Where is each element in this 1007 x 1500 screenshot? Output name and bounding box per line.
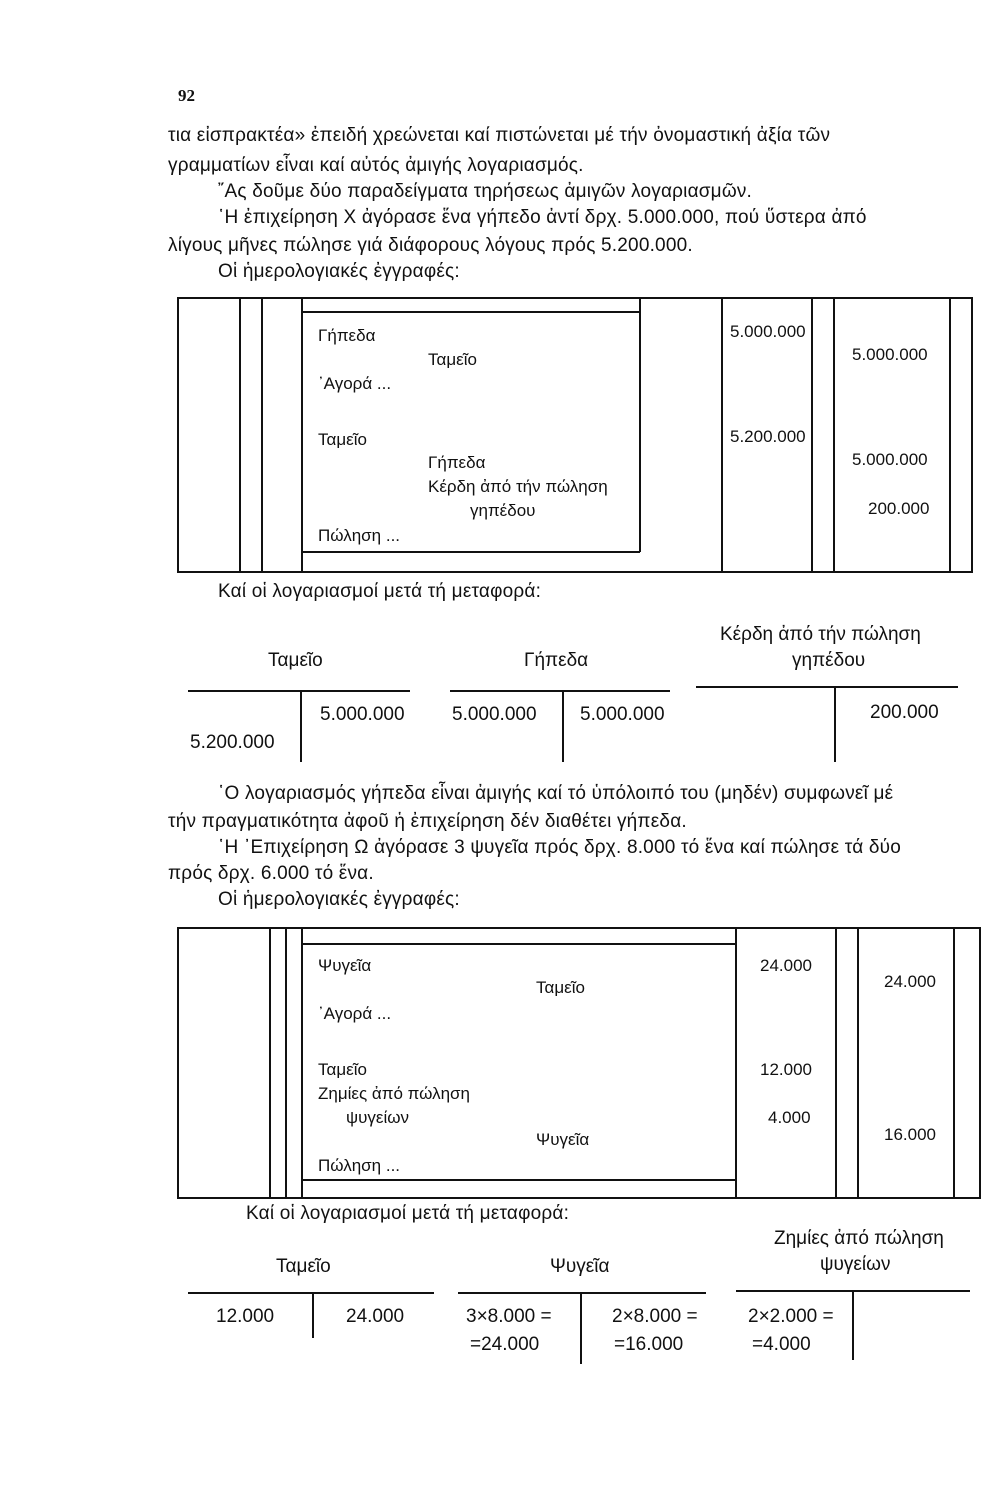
text-line: λίγους μῆνες πώλησε γιά διάφορους λόγους πρός 5.200.000. [168,235,693,256]
t-account-title: Ζημίες ἀπό πώληση [774,1228,944,1249]
journal-2-entry-2-credit-amount: 16.000 [884,1125,936,1144]
transfer-1-heading: Καί οἱ λογαριασμοί μετά τή μεταφορά: [218,581,542,602]
journal-1-entry-1-desc: ᾽Αγορά ... [318,374,392,393]
journal-2-entry-2-debit-2b: ψυγείων [346,1108,410,1127]
journal-1-entry-2-credit-2b: γηπέδου [470,501,536,520]
t-account-title: γηπέδου [792,650,866,671]
t-account-credit: 24.000 [346,1306,405,1327]
journal-1-entry-1-credit: Ταμεῖο [428,350,477,369]
journal-1-entry-1-debit-amount: 5.000.000 [730,322,806,341]
t-account-title: Ταμεῖο [276,1256,331,1277]
journal-2-entry-2-debit-2: Ζημίες ἀπό πώληση [318,1084,470,1103]
t-account-rule [852,1290,854,1360]
journal-1-entry-2-credit-2: Κέρδη ἀπό τήν πώληση [428,477,608,496]
text-line: ῾Ο λογαριασμός γήπεδα εἶναι ἀμιγής καί τό ὑπόλοιπό του (μηδέν) συμφωνεῖ μέ [218,783,894,804]
text-line: Οἱ ἡμερολογιακές ἐγγραφές: [218,261,460,282]
transfer-2-heading: Καί οἱ λογαριασμοί μετά τή μεταφορά: [246,1203,570,1224]
journal-2-entry-2-debit-1: Ταμεῖο [318,1060,367,1079]
t-account-debit: 5.200.000 [190,732,275,753]
text-line: ῾Η ᾽Επιχείρηση Ω ἀγόρασε 3 ψυγεῖα πρός δρχ. 8.000 τό ἕνα καί πώλησε τά δύο [218,837,901,858]
t-account-credit: 200.000 [870,702,939,723]
journal-1-entry-2-credit-1-amount: 5.000.000 [852,450,928,469]
t-account-credit: =16.000 [614,1334,684,1355]
journal-2-entry-1-desc: ᾽Αγορά ... [318,1004,392,1023]
text-line: τια εἰσπρακτέα» ἐπειδή χρεώνεται καί πιστώνεται μέ τήν ὀνομαστική ἀξία τῶν [168,125,831,146]
t-account-title: Κέρδη ἀπό τήν πώληση [720,624,921,645]
t-account-credit: 2×8.000 = [612,1306,698,1327]
text-line: ῾Η ἐπιχείρηση Χ ἀγόρασε ἕνα γήπεδο ἀντί δρχ. 5.000.000, πού ὕστερα ἀπό [218,207,867,228]
text-line: πρός δρχ. 6.000 τό ἕνα. [168,863,374,884]
t-account-rule [312,1292,314,1338]
text-line: τήν πραγματικότητα ἀφοῦ ἡ ἐπιχείρηση δέν διαθέτει γήπεδα. [168,811,687,832]
journal-2-entry-2-desc: Πώληση ... [318,1156,401,1175]
text-line: γραμματίων εἶναι καί αὐτός ἀμιγής λογαριασμός. [168,155,584,176]
journal-2-entry-2-debit-1-amount: 12.000 [760,1060,812,1079]
journal-1-entry-2-debit: Ταμεῖο [318,430,367,449]
journal-1-entry-2-debit-amount: 5.200.000 [730,427,806,446]
t-account-debit: 12.000 [216,1306,275,1327]
text-line: ῎Ας δοῦμε δύο παραδείγματα τηρήσεως ἀμιγῶν λογαριασμῶν. [218,181,753,202]
t-account-debit: 5.000.000 [452,704,537,725]
t-account-title: Γήπεδα [524,650,589,671]
journal-2-entry-2-debit-2-amount: 4.000 [768,1108,811,1127]
t-account-debit: 2×2.000 = [748,1306,834,1327]
journal-2-entry-1-debit: Ψυγεῖα [318,956,372,975]
journal-2-entry-1-credit-amount: 24.000 [884,972,936,991]
text-line: Οἱ ἡμερολογιακές ἐγγραφές: [218,889,460,910]
journal-1-entry-2-credit-2-amount: 200.000 [868,499,930,518]
journal-2-entry-1-credit: Ταμεῖο [536,978,585,997]
t-account-rule [188,1292,434,1294]
t-account-credit: 5.000.000 [580,704,665,725]
journal-1-entry-2-desc: Πώληση ... [318,526,401,545]
t-account-rule [458,1292,706,1294]
journal-2-entry-2-credit: Ψυγεῖα [536,1130,590,1149]
t-account-title: Ταμεῖο [268,650,323,671]
t-account-rule [580,1292,582,1364]
journal-2-entry-1-debit-amount: 24.000 [760,956,812,975]
t-account-debit: =24.000 [470,1334,540,1355]
t-account-title: ψυγείων [820,1254,891,1275]
t-account-debit: 3×8.000 = [466,1306,552,1327]
journal-1-entry-1-credit-amount: 5.000.000 [852,345,928,364]
journal-1-entry-2-credit-1: Γήπεδα [428,453,486,472]
t-account-title: Ψυγεῖα [550,1256,610,1277]
page-number: 92 [178,86,195,105]
journal-1-entry-1-debit: Γήπεδα [318,326,376,345]
t-account-credit: 5.000.000 [320,704,405,725]
t-account-debit: =4.000 [752,1334,811,1355]
